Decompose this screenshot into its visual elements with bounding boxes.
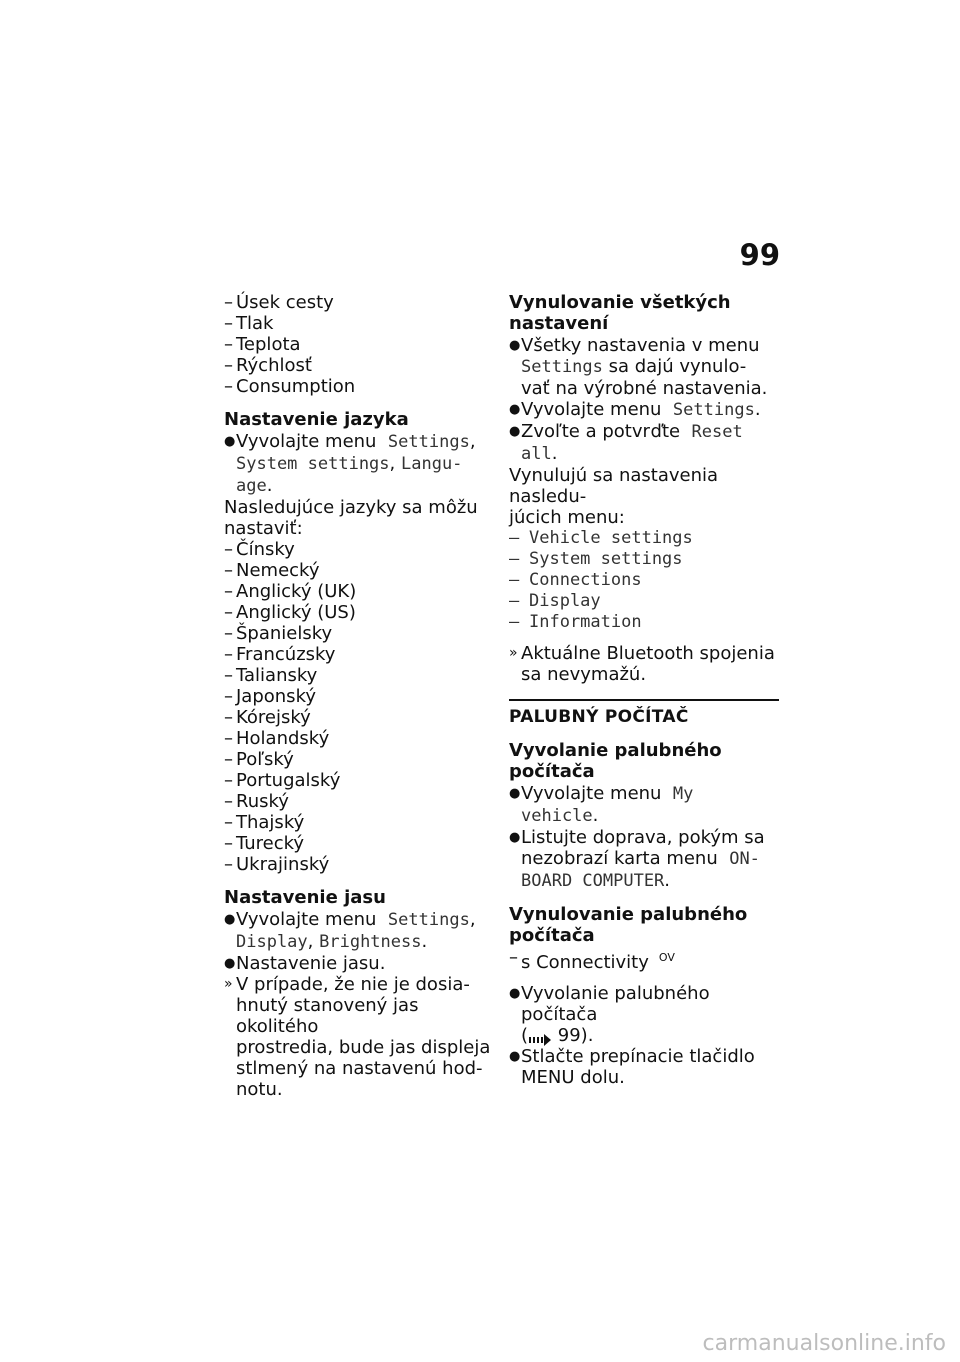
option-code: OV: [658, 951, 675, 964]
result-arrow-icon: »: [224, 976, 233, 992]
obc-call-step-1: [509, 783, 779, 827]
result-line: hnutý stanovený jas okolitého: [236, 995, 419, 1037]
reset-all-heading: [509, 292, 779, 334]
list-item: – Consumption: [224, 376, 492, 397]
heading-line: nastavení: [509, 313, 609, 334]
page-number: 99: [739, 238, 780, 272]
bullet-icon: ●: [509, 1049, 521, 1064]
result-line: V prípade, že nie je dosia-: [236, 974, 470, 995]
menu-language-b: age: [236, 476, 267, 496]
menu-settings: Settings: [387, 432, 470, 452]
separator: ,: [307, 931, 314, 952]
step-text: Stlačte prepínacie tlačidlo: [521, 1046, 755, 1067]
step-text: vať na výrobné nastavenia.: [521, 378, 768, 399]
step-text: Vyvolajte menu: [521, 783, 662, 804]
bullet-icon: ●: [509, 786, 521, 801]
separator: ,: [469, 909, 476, 930]
section-divider: [509, 699, 779, 701]
step-text: Vyvolajte menu: [521, 399, 662, 420]
language-item: – Francúzsky: [224, 644, 492, 665]
separator: ,: [389, 453, 396, 474]
language-item: – Poľský: [224, 749, 492, 770]
list-item: – Rýchlosť: [224, 355, 492, 376]
menu-brightness: Brightness: [319, 932, 422, 952]
period: .: [421, 931, 428, 952]
page-reference: 99).: [557, 1025, 594, 1046]
period: .: [664, 870, 671, 891]
menu-language-a: Langu-: [401, 454, 463, 474]
step-text: Zvoľte a potvrďte: [521, 421, 681, 442]
obc-reset-step-1: ● Vyvolanie palubného počítača ( 99).: [509, 983, 710, 1046]
reset-info: [509, 465, 779, 528]
menu-item: – Connections: [509, 570, 779, 591]
menu-item: – Vehicle settings: [509, 528, 779, 549]
language-info: [224, 497, 492, 539]
menu-onboard-a: ON-: [729, 849, 760, 869]
info-line: Nasledujúce jazyky sa môžu: [224, 497, 478, 518]
menu-settings: Settings: [387, 910, 470, 930]
language-item: – Ruský: [224, 791, 492, 812]
result-line: notu.: [236, 1079, 283, 1100]
bullet-icon: ●: [509, 338, 521, 353]
info-line: Vynulujú sa nastavenia nasledu-: [509, 465, 719, 507]
bullet-icon: ●: [224, 434, 236, 449]
obc-reset-heading: [509, 904, 779, 946]
step-text: sa dajú vynulo-: [608, 356, 747, 377]
language-item: – Japonský: [224, 686, 492, 707]
step-text: Vyvolajte menu: [236, 909, 377, 930]
menu-reset-b: all: [521, 444, 552, 464]
language-item: – Ukrajinský: [224, 854, 492, 875]
result-line: prostredia, bude jas displeja: [236, 1037, 491, 1058]
language-item: – Turecký: [224, 833, 492, 854]
result-arrow-icon: »: [509, 645, 518, 661]
language-item: – Nemecký: [224, 560, 492, 581]
period: .: [592, 805, 599, 826]
heading-line: Vynulovanie palubného: [509, 904, 748, 925]
period: .: [754, 399, 761, 420]
reset-step-2: [509, 399, 779, 421]
menu-settings: Settings: [521, 357, 603, 377]
section-title: PALUBNÝ POČÍTAČ: [509, 707, 689, 727]
left-column: [224, 292, 492, 1100]
reset-step-3: [509, 421, 779, 465]
obc-call-heading: Vyvolanie palubného počítača: [509, 740, 722, 782]
language-item: – Portugalský: [224, 770, 492, 791]
step-text: nezobrazí karta menu: [521, 848, 718, 869]
right-column: [509, 292, 779, 1088]
result-line: Aktuálne Bluetooth spojenia: [521, 643, 775, 664]
reset-menus-list: [509, 528, 779, 633]
menu-display: Display: [236, 932, 308, 952]
info-line: júcich menu:: [509, 507, 625, 528]
list-item: – Úsek cesty: [224, 292, 492, 313]
reset-result: [509, 643, 779, 685]
condition-list: [509, 947, 779, 973]
bullet-icon: ●: [509, 986, 521, 1001]
heading-line: počítača: [509, 925, 595, 946]
language-item: – Kórejský: [224, 707, 492, 728]
condition-text: s Connectivity: [521, 952, 649, 973]
brightness-step: [224, 909, 492, 953]
info-line: nastaviť:: [224, 518, 303, 539]
display-items-list: [224, 292, 492, 397]
step-text: Všetky nastavenia v menu: [521, 335, 760, 356]
menu-settings: Settings: [672, 400, 755, 420]
step-text: MENU dolu.: [521, 1067, 625, 1088]
obc-call-step-2: [509, 827, 779, 892]
result-line: stlmený na nastavenú hod-: [236, 1058, 483, 1079]
obc-reset-step-2: [509, 1046, 779, 1088]
menu-my-vehicle: My vehicle: [521, 784, 694, 826]
period: .: [551, 443, 558, 464]
menu-item: – Information: [509, 612, 779, 633]
menu-item: – Display: [509, 591, 779, 612]
languages-list: [224, 539, 492, 875]
bullet-icon: ●: [224, 956, 236, 971]
period: .: [266, 475, 273, 496]
step-text: Nastavenie jasu.: [236, 953, 386, 974]
separator: ,: [469, 431, 476, 452]
language-item: – Taliansky: [224, 665, 492, 686]
language-item: – Anglický (US): [224, 602, 492, 623]
list-item: – Tlak: [224, 313, 492, 334]
list-item: – Teplota: [224, 334, 492, 355]
language-item: – Španielsky: [224, 623, 492, 644]
language-heading: Nastavenie jazyka: [224, 409, 409, 430]
language-item: – Holandský: [224, 728, 492, 749]
bullet-icon: ●: [509, 402, 521, 417]
menu-item: – System settings: [509, 549, 779, 570]
step-text: Vyvolajte menu: [236, 431, 377, 452]
brightness-heading: Nastavenie jasu: [224, 887, 386, 908]
bullet-icon: ●: [224, 912, 236, 927]
language-step: [224, 431, 492, 497]
reset-step-1: [509, 335, 779, 399]
menu-onboard-b: BOARD COMPUTER: [521, 871, 665, 891]
language-item: – Thajský: [224, 812, 492, 833]
language-item: – Čínsky: [224, 539, 492, 560]
brightness-step-2: [224, 953, 492, 974]
watermark: carmanualsonline.info: [702, 1331, 946, 1356]
page-reference-arrow-icon: [528, 1030, 552, 1042]
bullet-icon: ●: [509, 830, 521, 845]
condition-item: [509, 947, 779, 973]
result-line: sa nevymažú.: [521, 664, 647, 685]
step-text: Listujte doprava, pokým sa: [521, 827, 765, 848]
menu-reset-a: Reset: [691, 422, 743, 442]
step-text: Vyvolanie palubného počítača: [521, 983, 710, 1025]
brightness-result: [224, 974, 492, 1100]
language-item: – Anglický (UK): [224, 581, 492, 602]
heading-line: Vynulovanie všetkých: [509, 292, 731, 313]
menu-system-settings: System settings: [236, 454, 390, 474]
bullet-icon: ●: [509, 424, 521, 439]
